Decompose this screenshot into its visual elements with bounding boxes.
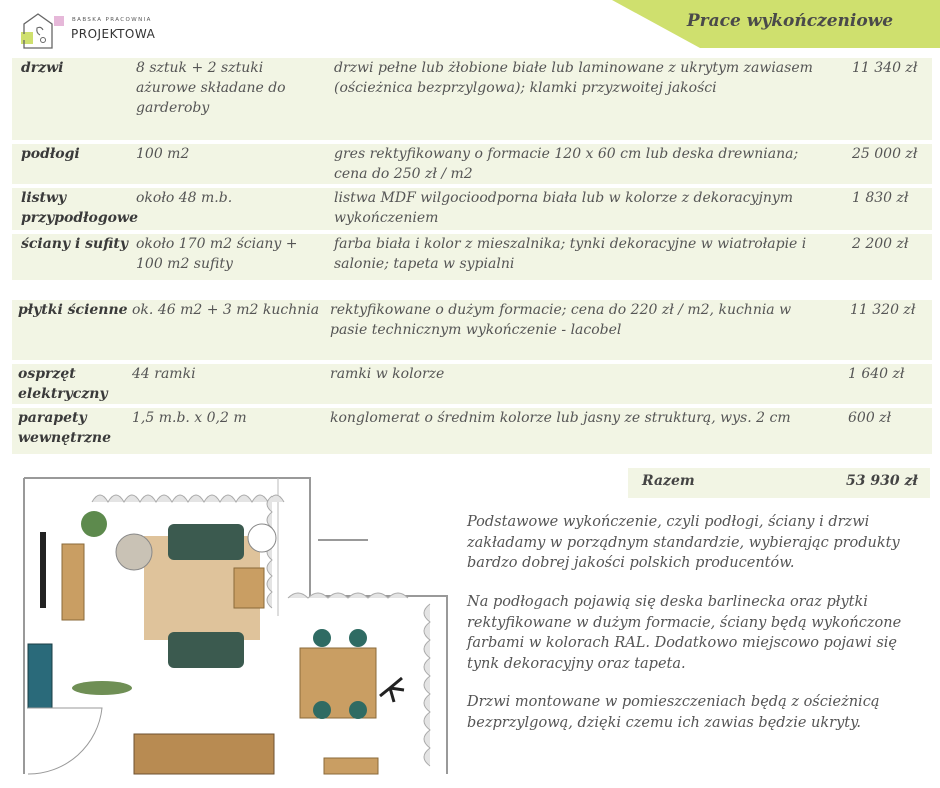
item-description: farba biała i kolor z mieszalnika; tynki dekoracyjne w wiatrołapie i salonie; tapeta w sypialni (334, 236, 807, 272)
item-price: 25 000 zł (852, 146, 918, 162)
plants-shelf (72, 681, 132, 695)
item-description: rektyfikowane o dużym formacie; cena do 220 zł / m2, kuchnia w pasie technicznym wykończenie - lacobel (330, 302, 792, 338)
table-row (12, 144, 932, 184)
page-title: Prace wykończeniowe (686, 11, 894, 31)
floor-plan-illustration (22, 476, 450, 776)
coffee-table (234, 568, 264, 608)
armchair (116, 534, 152, 570)
dining-chair (313, 629, 331, 647)
item-name: parapety wewnętrzne (18, 410, 111, 446)
table-row (12, 408, 932, 454)
item-description: drzwi pełne lub żłobione białe lub laminowane z ukrytym zawiasem (ościeżnica bezprzylgowa); klamki przyzwoitej jakości (334, 60, 813, 96)
door-swing (28, 708, 102, 774)
tv-cabinet (62, 544, 84, 620)
item-name: drzwi (21, 60, 64, 76)
item-quantity: 8 sztuk + 2 sztuki ażurowe składane do garderoby (136, 60, 286, 116)
total-box (628, 468, 930, 498)
wall-art (28, 644, 52, 708)
tv (40, 532, 46, 608)
item-quantity: 44 ramki (132, 366, 196, 382)
item-price: 1 640 zł (848, 366, 905, 382)
item-description: gres rektyfikowany o formacie 120 x 60 cm lub deska drewniana; cena do 250 zł / m2 (334, 146, 799, 182)
item-price: 600 zł (848, 410, 892, 426)
bookshelf (134, 734, 274, 774)
curtain-right (267, 496, 430, 766)
curtain-top (92, 495, 284, 502)
item-name: płytki ścienne (18, 302, 128, 318)
item-price: 1 830 zł (852, 190, 909, 206)
description-paragraph: Drzwi montowane w pomieszczeniach będą z ościeżnicą bezprzylgową, dzięki czemu ich zawias będzie ukryty. (467, 694, 880, 731)
table-row (12, 234, 932, 280)
item-description: konglomerat o średnim kolorze lub jasny ze strukturą, wys. 2 cm (330, 410, 791, 426)
side-chair (248, 524, 276, 552)
item-quantity: ok. 46 m2 + 3 m2 kuchnia (132, 302, 320, 318)
item-price: 11 320 zł (850, 302, 916, 318)
table-row (12, 188, 932, 230)
dining-chair (313, 701, 331, 719)
item-quantity: około 48 m.b. (136, 190, 233, 206)
item-description: listwa MDF wilgocioodporna biała lub w kolorze z dekoracyjnym wykończeniem (334, 190, 794, 226)
dining-chair (349, 629, 367, 647)
item-quantity: około 170 m2 ściany + 100 m2 sufity (136, 236, 298, 272)
item-quantity: 100 m2 (136, 146, 190, 162)
logo-small-text: BABSKA PRACOWNIA (72, 17, 152, 23)
item-name: osprzęt elektryczny (18, 366, 108, 402)
plant (81, 511, 107, 537)
item-price: 2 200 zł (852, 236, 909, 252)
item-quantity: 1,5 m.b. x 0,2 m (132, 410, 247, 426)
palm-plant (380, 678, 404, 702)
dining-chair (349, 701, 367, 719)
sideboard (324, 758, 378, 774)
logo-big-text: PROJEKTOWA (71, 27, 156, 41)
table-row (12, 364, 932, 404)
item-name: podłogi (21, 146, 80, 162)
total-label: Razem (642, 473, 695, 489)
item-name: listwy przypodłogowe (21, 190, 138, 226)
sofa-bottom (168, 632, 244, 668)
table-row (12, 58, 932, 140)
total-value: 53 930 zł (846, 473, 918, 489)
item-price: 11 340 zł (852, 60, 918, 76)
item-name: ściany i sufity (21, 236, 129, 252)
description-paragraph: Podstawowe wykończenie, czyli podłogi, ściany i drzwi zakładamy w porządnym standardzie, wybierając produkty bardzo dobrej jakości polskich producentów. (467, 514, 900, 571)
description-paragraph: Na podłogach pojawią się deska barlinecka oraz płytki rektyfikowane w dużym formacie, ściany będą wykończone farbami w kolorach RAL. Dodatkowo miejscowo pojawi się tynk dekoracyjny oraz tapeta. (467, 594, 902, 672)
table-row (12, 300, 932, 360)
item-description: ramki w kolorze (330, 366, 445, 382)
sofa-top (168, 524, 244, 560)
